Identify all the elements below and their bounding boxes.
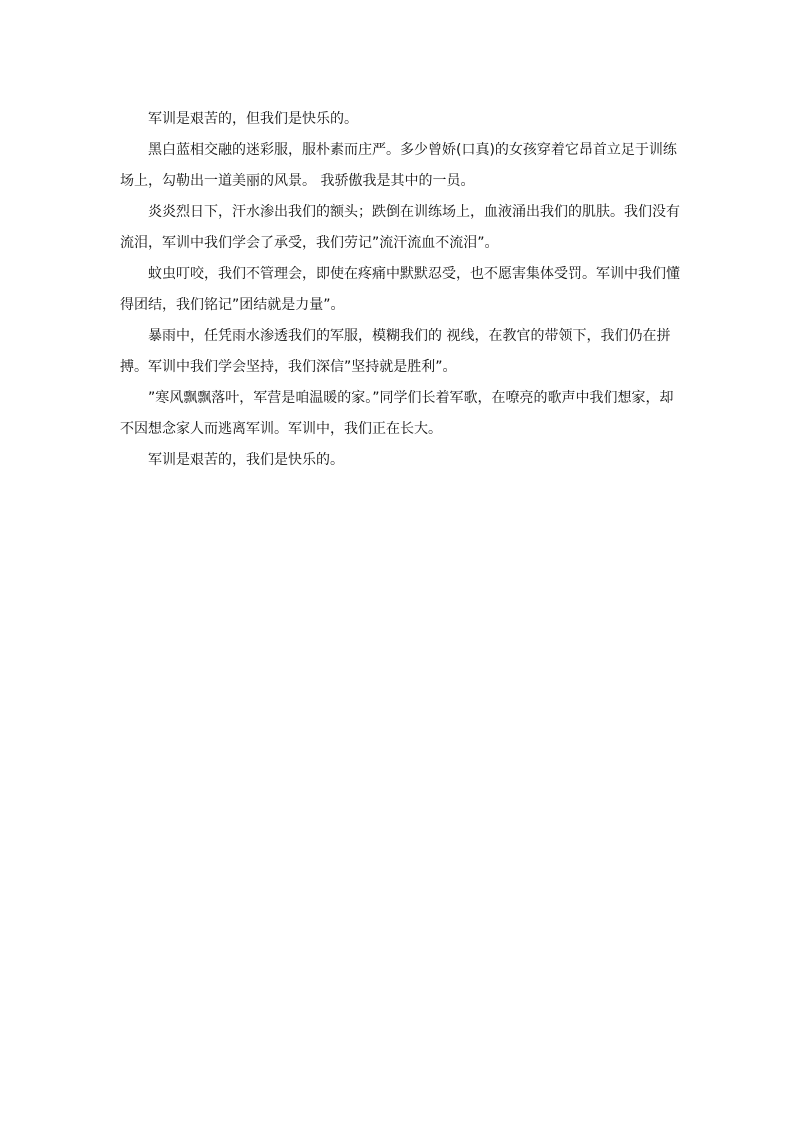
paragraph-5: 暴雨中，任凭雨水渗透我们的军服，模糊我们的 视线，在教官的带领下，我们仍在拼搏。军训中我们学会坚持，我们深信”坚持就是胜利”。 xyxy=(120,328,671,375)
document-body xyxy=(120,104,680,476)
paragraph-1: 军训是艰苦的，但我们是快乐的。 xyxy=(148,111,358,127)
paragraph-7: 军训是艰苦的，我们是快乐的。 xyxy=(148,452,344,468)
paragraph-3: 炎炎烈日下，汗水渗出我们的额头；跌倒在训练场上，血液涌出我们的肌肤。我们没有流泪，军训中我们学会了承受，我们劳记”流汗流血不流泪”。 xyxy=(120,204,680,251)
paragraph-6: ”寒风飘飘落叶，军营是咱温暖的家。”同学们长着军歌，在嘹亮的歌声中我们想家，却不因想念家人而逃离军训。军训中，我们正在长大。 xyxy=(120,390,674,437)
paragraph-2: 黑白蓝相交融的迷彩服，服朴素而庄严。多少曾娇(口真)的女孩穿着它昂首立足于训练场上，勾勒出一道美丽的风景。 我骄傲我是其中的一员。 xyxy=(120,142,677,189)
paragraph-4: 蚊虫叮咬，我们不管理会，即使在疼痛中默默忍受，也不愿害集体受罚。军训中我们懂得团结，我们铭记”团结就是力量”。 xyxy=(120,266,680,313)
